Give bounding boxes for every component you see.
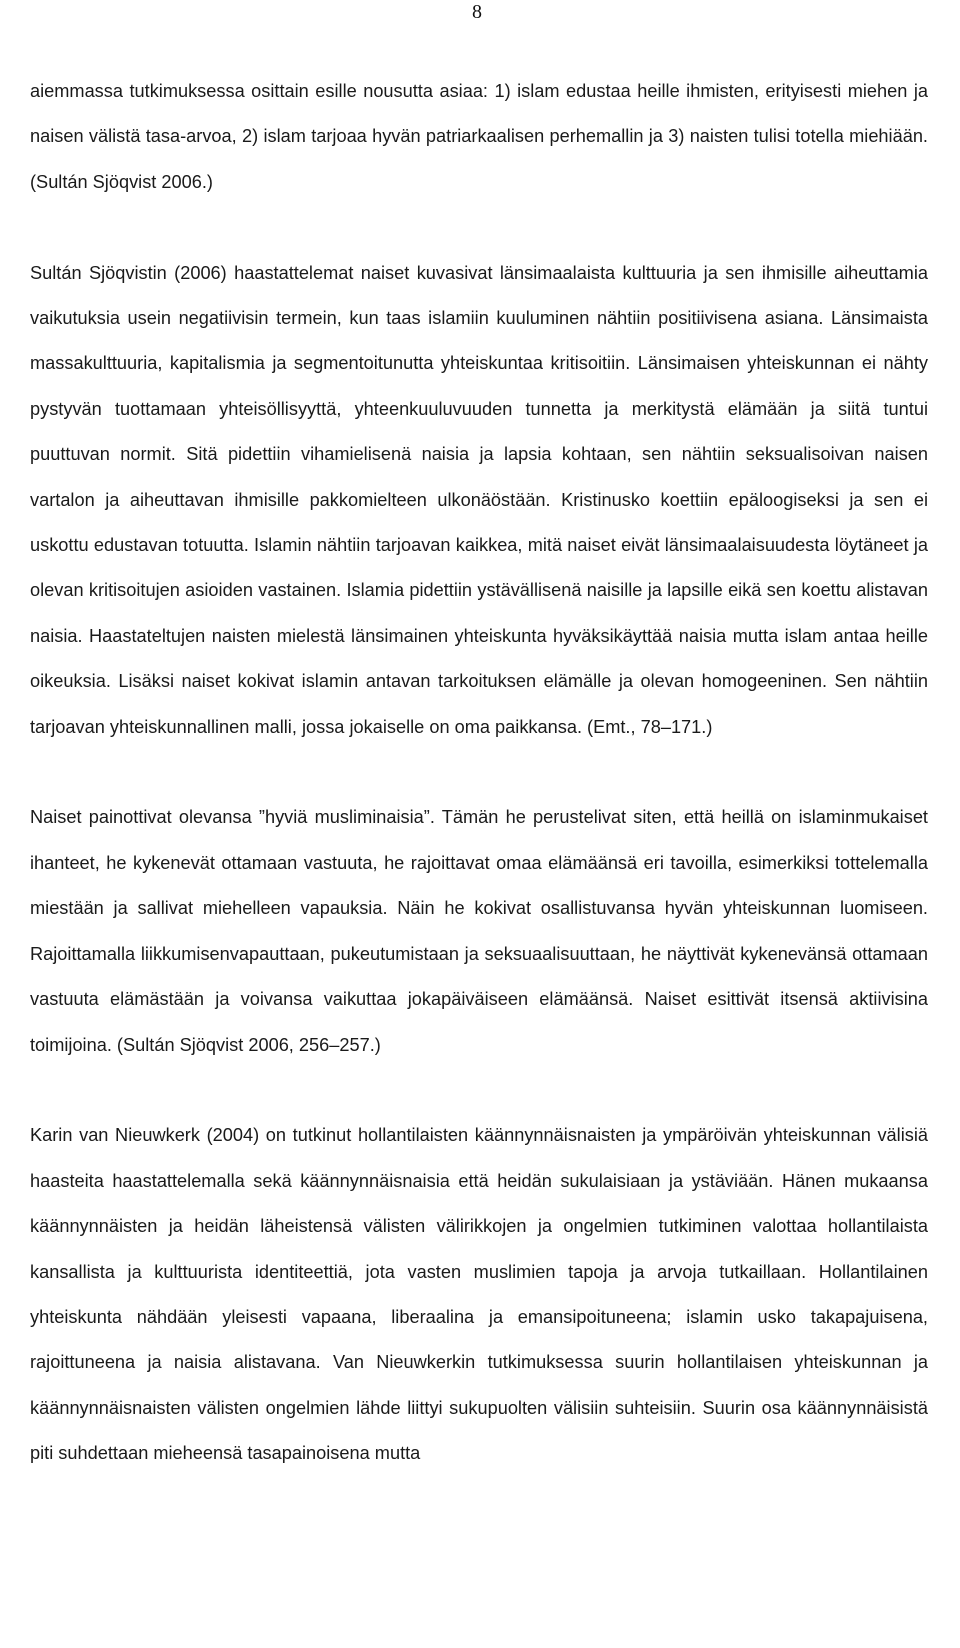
paragraph-1: aiemmassa tutkimuksessa osittain esille nousutta asiaa: 1) islam edustaa heille ihmisten, erityisesti miehen ja naisen välistä tasa-arvoa, 2) islam tarjoaa hyvän patriarkaalisen perhemallin ja 3) naisten tulisi totella miehiään. (Sultán Sjöqvist 2006.)	[30, 81, 928, 192]
paragraph-3: Naiset painottivat olevansa ”hyviä musliminaisia”. Tämän he perustelivat siten, että heillä on islaminmukaiset ihanteet, he kykenevät ottamaan vastuuta, he rajoittavat omaa elämäänsä eri tavoilla, esimerkiksi tottelemalla miestään ja sallivat miehelleen vapauksia. Näin he kokivat osallistuvansa hyvän yhteiskunnan luomiseen. Rajoittamalla liikkumisenvapauttaan, pukeutumistaan ja seksuaalisuuttaan, he näyttivät kykenevänsä ottamaan vastuuta elämästään ja voivansa vaikuttaa jokapäiväiseen elämäänsä. Naiset esittivät itsensä aktiivisina toimijoina. (Sultán Sjöqvist 2006, 256–257.)	[30, 807, 928, 1055]
body-text	[30, 69, 928, 1477]
page-number: 8	[472, 1, 482, 23]
paragraph-2: Sultán Sjöqvistin (2006) haastattelemat naiset kuvasivat länsimaalaista kulttuuria ja sen ihmisille aiheuttamia vaikutuksia usein negatiivisin termein, kun taas islamiin kuuluminen nähtiin positiivisena asiana. Länsimaista massakulttuuria, kapitalismia ja segmentoitunutta yhteiskuntaa kritisoitiin. Länsimaisen yhteiskunnan ei nähty pystyvän tuottamaan yhteisöllisyyttä, yhteenkuuluvuuden tunnetta ja merkitystä elämään ja siitä tuntui puuttuvan normit. Sitä pidettiin vihamielisenä naisia ja lapsia kohtaan, sen nähtiin seksualisoivan naisen vartalon ja aiheuttavan ihmisille pakkomielteen ulkonäöstään. Kristinusko koettiin epäloogiseksi ja sen ei uskottu edustavan totuutta. Islamin nähtiin tarjoavan kaikkea, mitä naiset eivät länsimaalaisuudesta löytäneet ja olevan kritisoitujen asioiden vastainen. Islamia pidettiin ystävällisenä naisille ja lapsille eikä sen koettu alistavan naisia. Haastateltujen naisten mielestä länsimainen yhteiskunta hyväksikäyttää naisia mutta islam antaa heille oikeuksia. Lisäksi naiset kokivat islamin antavan tarkoituksen elämälle ja olevan homogeeninen. Sen nähtiin tarjoavan yhteiskunnallinen malli, jossa jokaiselle on oma paikkansa. (Emt., 78–171.)	[30, 262, 928, 737]
paragraph-4: Karin van Nieuwkerk (2004) on tutkinut hollantilaisten käännynnäisnaisten ja ympäröivän yhteiskunnan välisiä haasteita haastattelemalla sekä käännynnäisnaisia että heidän sukulaisiaan ja ystäviään. Hänen mukaansa käännynnäisten ja heidän läheistensä välisten välirikkojen ja ongelmien tutkiminen valottaa hollantilaista kansallista ja kulttuurista identiteettiä, jota vasten muslimien tapoja ja arvoja tutkaillaan. Hollantilainen yhteiskunta nähdään yleisesti vapaana, liberaalina ja emansipoituneena; islamin usko takapajuisena, rajoittuneena ja naisia alistavana. Van Nieuwkerkin tutkimuksessa suurin hollantilaisen yhteiskunnan ja käännynnäisnaisten välisten ongelmien lähde liittyi sukupuolten välisiin suhteisiin. Suurin osa käännynnäisistä piti suhdettaan mieheensä tasapainoisena mutta	[30, 1125, 928, 1464]
